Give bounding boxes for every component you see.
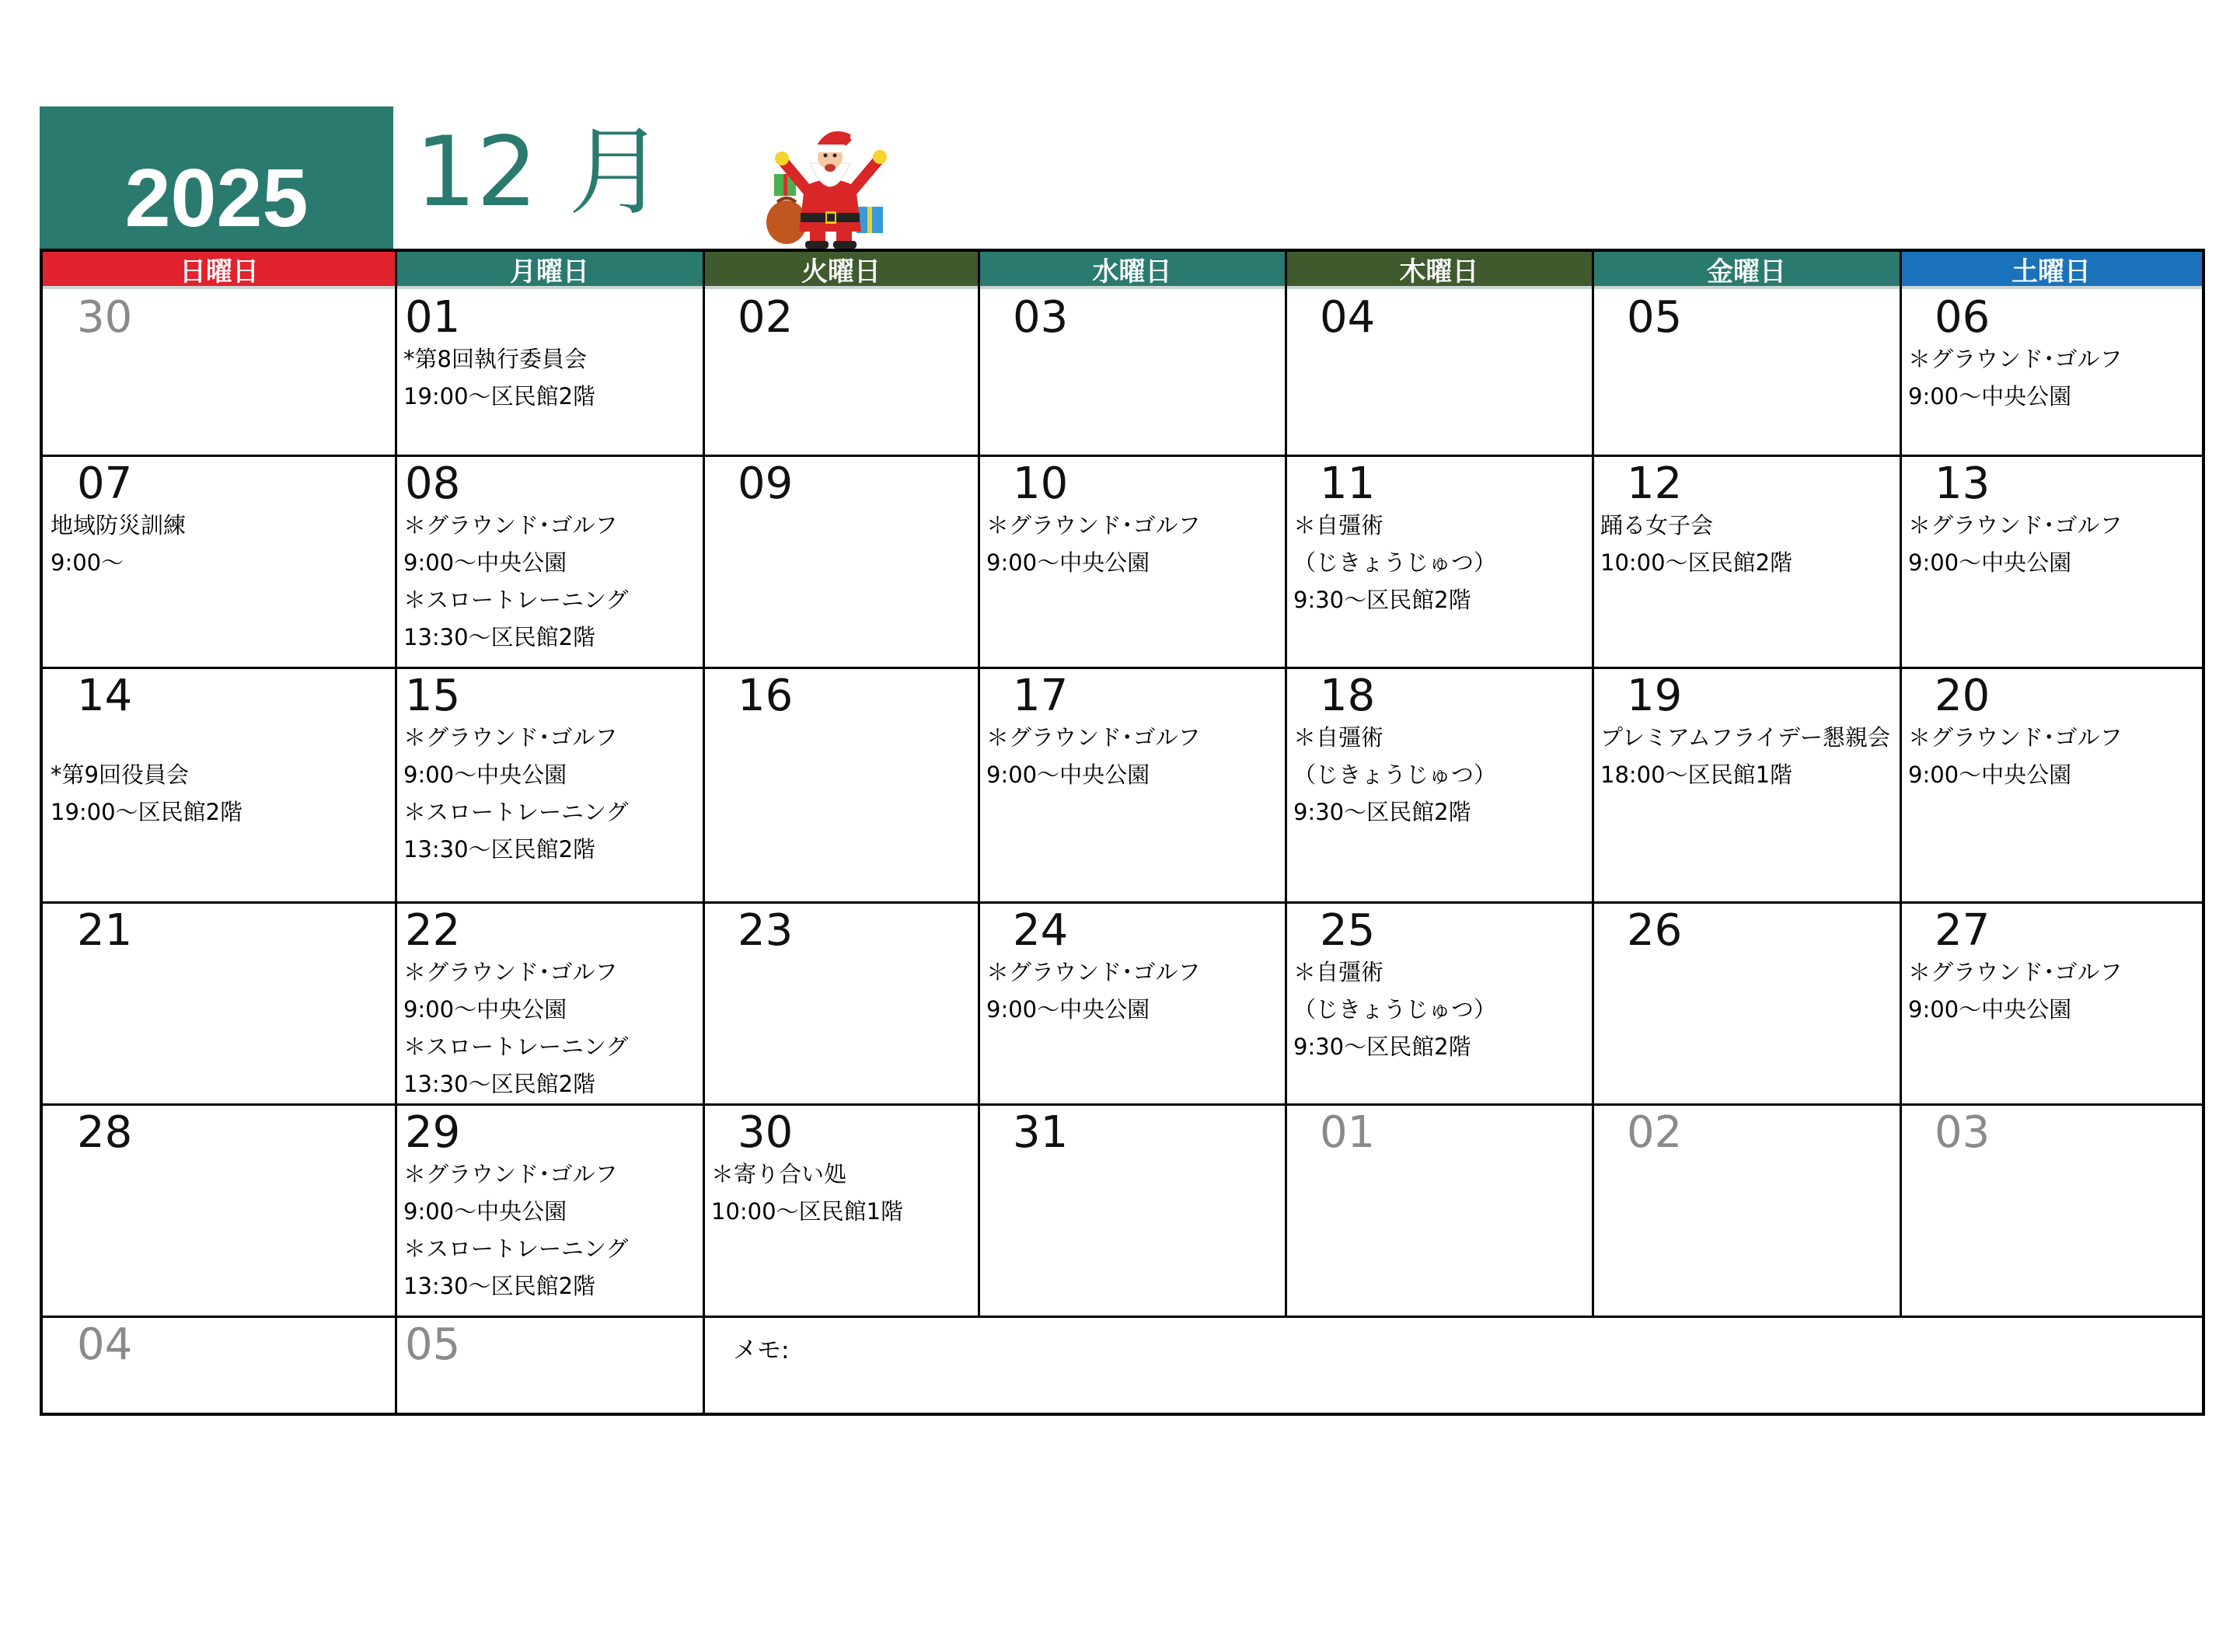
day-cell[interactable] [979, 1104, 1286, 1316]
day-number: 04 [77, 1319, 133, 1370]
event-line: 9:00～中央公園 [1908, 549, 2072, 576]
day-cell[interactable] [1593, 289, 1900, 455]
day-cell[interactable] [43, 667, 396, 902]
day-number: 01 [405, 292, 461, 343]
day-number: 12 [1627, 458, 1683, 509]
day-cell[interactable] [703, 289, 979, 455]
day-cell[interactable] [979, 902, 1286, 1104]
event-line: *第9回役員会 [51, 762, 189, 788]
day-cell[interactable] [396, 455, 703, 667]
event-list [1908, 719, 2123, 793]
event-line: ＊グラウンド･ゴルフ [403, 1161, 618, 1187]
event-line: 9:00～中央公園 [403, 549, 567, 576]
weekday-header: 火曜日 [703, 252, 979, 289]
event-line: 9:30～区民館2階 [1293, 799, 1471, 825]
day-number: 29 [405, 1107, 461, 1158]
day-number: 27 [1935, 905, 1991, 956]
weekday-header: 水曜日 [979, 252, 1286, 289]
event-line: 18:00～区民館1階 [1600, 762, 1793, 788]
day-cell[interactable] [979, 667, 1286, 902]
event-list [1293, 953, 1496, 1065]
event-line: 9:00～中央公園 [1908, 762, 2072, 788]
event-line: 13:30～区民館2階 [403, 624, 596, 650]
event-line: 19:00～区民館2階 [51, 799, 243, 825]
event-line: ＊グラウンド･ゴルフ [1908, 512, 2123, 538]
day-number: 30 [738, 1107, 794, 1158]
day-cell[interactable] [979, 289, 1286, 455]
day-number: 03 [1013, 292, 1069, 343]
day-number: 23 [738, 905, 794, 956]
day-cell[interactable] [396, 289, 703, 455]
calendar-grid [40, 249, 2205, 1416]
memo-label: メモ: [733, 1337, 790, 1364]
day-number: 31 [1013, 1107, 1069, 1158]
grid-divider [703, 252, 705, 1413]
grid-divider [43, 901, 2202, 904]
day-number: 22 [405, 905, 461, 956]
weekday-header: 木曜日 [1286, 252, 1593, 289]
day-number: 14 [77, 671, 133, 721]
event-line: ＊スロートレーニング [403, 1236, 629, 1262]
event-line: 9:00～中央公園 [986, 762, 1150, 788]
event-line: ＊グラウンド･ゴルフ [986, 959, 1201, 985]
grid-divider [1900, 252, 1902, 1316]
day-number: 20 [1935, 671, 1991, 721]
weekday-header: 日曜日 [43, 252, 396, 289]
grid-divider [43, 667, 2202, 669]
day-number: 08 [405, 458, 461, 509]
event-line: 地域防災訓練 [51, 512, 187, 538]
event-line: 19:00～区民館2階 [403, 383, 596, 410]
day-cell[interactable] [43, 1104, 396, 1316]
event-list [1908, 507, 2123, 581]
event-line: 10:00～区民館2階 [1600, 549, 1793, 576]
day-cell[interactable] [396, 902, 703, 1104]
event-line: *第8回執行委員会 [403, 346, 587, 372]
event-list [986, 953, 1201, 1028]
day-cell[interactable] [1286, 667, 1593, 902]
day-number: 26 [1627, 905, 1683, 956]
day-number: 13 [1935, 458, 1991, 509]
event-line: ＊グラウンド･ゴルフ [1908, 346, 2123, 372]
day-cell[interactable] [703, 902, 979, 1104]
event-list [1293, 719, 1496, 831]
event-list [51, 719, 242, 831]
day-cell[interactable] [1900, 667, 2202, 902]
event-line: 9:00～中央公園 [403, 762, 567, 788]
event-list [51, 507, 186, 581]
day-cell[interactable] [396, 1104, 703, 1316]
grid-divider [395, 252, 397, 1413]
santa-claus-icon [762, 123, 898, 251]
event-line: ＊グラウンド･ゴルフ [403, 512, 618, 538]
memo-cell[interactable] [703, 1316, 2202, 1413]
event-line: ＊グラウンド･ゴルフ [403, 724, 618, 751]
weekday-header: 金曜日 [1593, 252, 1900, 289]
day-cell[interactable] [396, 667, 703, 902]
day-number: 17 [1013, 671, 1069, 721]
event-line: 10:00～区民館1階 [711, 1198, 904, 1225]
event-line: ＊グラウンド･ゴルフ [986, 724, 1201, 751]
event-line: ＊グラウンド･ゴルフ [1908, 959, 2123, 985]
event-list [1293, 507, 1496, 619]
event-list [986, 507, 1201, 581]
event-line: 13:30～区民館2階 [403, 836, 596, 863]
day-number: 21 [77, 905, 133, 956]
day-cell[interactable] [43, 902, 396, 1104]
event-line: 9:00～中央公園 [403, 996, 567, 1023]
event-line: プレミアムフライデー懇親会 [1600, 724, 1890, 751]
grid-divider [43, 455, 2202, 457]
day-cell[interactable] [1286, 455, 1593, 667]
weekday-header: 月曜日 [396, 252, 703, 289]
event-line: ＊自彊術 [1293, 959, 1384, 985]
day-number: 09 [738, 458, 794, 509]
event-line: 踊る女子会 [1600, 512, 1714, 538]
day-cell[interactable] [43, 289, 396, 455]
event-line: ＊グラウンド･ゴルフ [986, 512, 1201, 538]
day-cell[interactable] [703, 455, 979, 667]
event-line: 9:00～中央公園 [986, 549, 1150, 576]
day-cell[interactable] [43, 1316, 396, 1413]
event-line [51, 719, 242, 756]
day-cell[interactable] [979, 455, 1286, 667]
day-cell[interactable] [1593, 455, 1900, 667]
day-number: 05 [1627, 292, 1683, 343]
day-cell[interactable] [1900, 902, 2202, 1104]
event-list [986, 719, 1201, 793]
grid-divider [43, 1316, 2202, 1318]
day-cell[interactable] [1286, 902, 1593, 1104]
event-line: （じきょうじゅつ） [1293, 549, 1497, 576]
event-list [1908, 340, 2123, 415]
event-list [1600, 719, 1890, 793]
event-list [403, 340, 595, 415]
event-list [1600, 507, 1792, 581]
event-list [403, 1155, 628, 1305]
event-list [403, 507, 628, 656]
day-cell[interactable] [43, 455, 396, 667]
event-list [403, 953, 628, 1103]
day-number: 07 [77, 458, 133, 509]
day-number: 06 [1935, 292, 1991, 343]
event-line: （じきょうじゅつ） [1293, 996, 1497, 1023]
year-label: 2025 [40, 106, 393, 250]
day-cell[interactable] [1900, 289, 2202, 455]
event-line: 9:00～中央公園 [1908, 383, 2072, 410]
grid-divider [978, 252, 980, 1316]
day-cell[interactable] [1593, 667, 1900, 902]
day-cell[interactable] [703, 1104, 979, 1316]
day-number: 05 [405, 1319, 461, 1370]
event-line: ＊自彊術 [1293, 724, 1384, 751]
day-number: 02 [1627, 1107, 1683, 1158]
event-line: ＊スロートレーニング [403, 799, 629, 825]
event-list [711, 1155, 903, 1230]
event-line: 9:00～中央公園 [986, 996, 1150, 1023]
event-list [1908, 953, 2123, 1028]
event-line: 9:00～中央公園 [403, 1198, 567, 1225]
day-cell[interactable] [1286, 289, 1593, 455]
day-number: 18 [1320, 671, 1376, 721]
day-number: 30 [77, 292, 133, 343]
day-number: 19 [1627, 671, 1683, 721]
event-line: （じきょうじゅつ） [1293, 762, 1497, 788]
event-line: ＊グラウンド･ゴルフ [1908, 724, 2123, 751]
grid-divider [43, 1103, 2202, 1106]
day-cell[interactable] [703, 667, 979, 902]
month-title: 12 月 [415, 117, 665, 228]
day-cell[interactable] [396, 1316, 703, 1413]
day-number: 03 [1935, 1107, 1991, 1158]
day-number: 25 [1320, 905, 1376, 956]
event-line: 9:00～中央公園 [1908, 996, 2072, 1023]
day-number: 16 [738, 671, 794, 721]
day-number: 28 [77, 1107, 133, 1158]
day-number: 24 [1013, 905, 1069, 956]
event-line: 9:30～区民館2階 [1293, 1033, 1471, 1060]
grid-divider [1592, 252, 1594, 1316]
day-number: 01 [1320, 1107, 1376, 1158]
event-line: 9:30～区民館2階 [1293, 587, 1471, 613]
day-cell[interactable] [1593, 1104, 1900, 1316]
event-line: 9:00～ [51, 549, 124, 576]
day-number: 11 [1320, 458, 1376, 509]
day-number: 04 [1320, 292, 1376, 343]
event-line: 13:30～区民館2階 [403, 1273, 596, 1299]
event-line: ＊寄り合い処 [711, 1161, 847, 1187]
event-line: 13:30～区民館2階 [403, 1071, 596, 1097]
event-line: ＊スロートレーニング [403, 1033, 629, 1060]
day-cell[interactable] [1286, 1104, 1593, 1316]
day-cell[interactable] [1900, 455, 2202, 667]
day-number: 02 [738, 292, 794, 343]
event-line: ＊自彊術 [1293, 512, 1384, 538]
day-number: 15 [405, 671, 461, 721]
weekday-header: 土曜日 [1900, 252, 2202, 289]
event-line: ＊グラウンド･ゴルフ [403, 959, 618, 985]
day-cell[interactable] [1593, 902, 1900, 1104]
grid-divider [1285, 252, 1287, 1316]
day-number: 10 [1013, 458, 1069, 509]
event-list [403, 719, 628, 868]
day-cell[interactable] [1900, 1104, 2202, 1316]
event-line: ＊スロートレーニング [403, 587, 629, 613]
